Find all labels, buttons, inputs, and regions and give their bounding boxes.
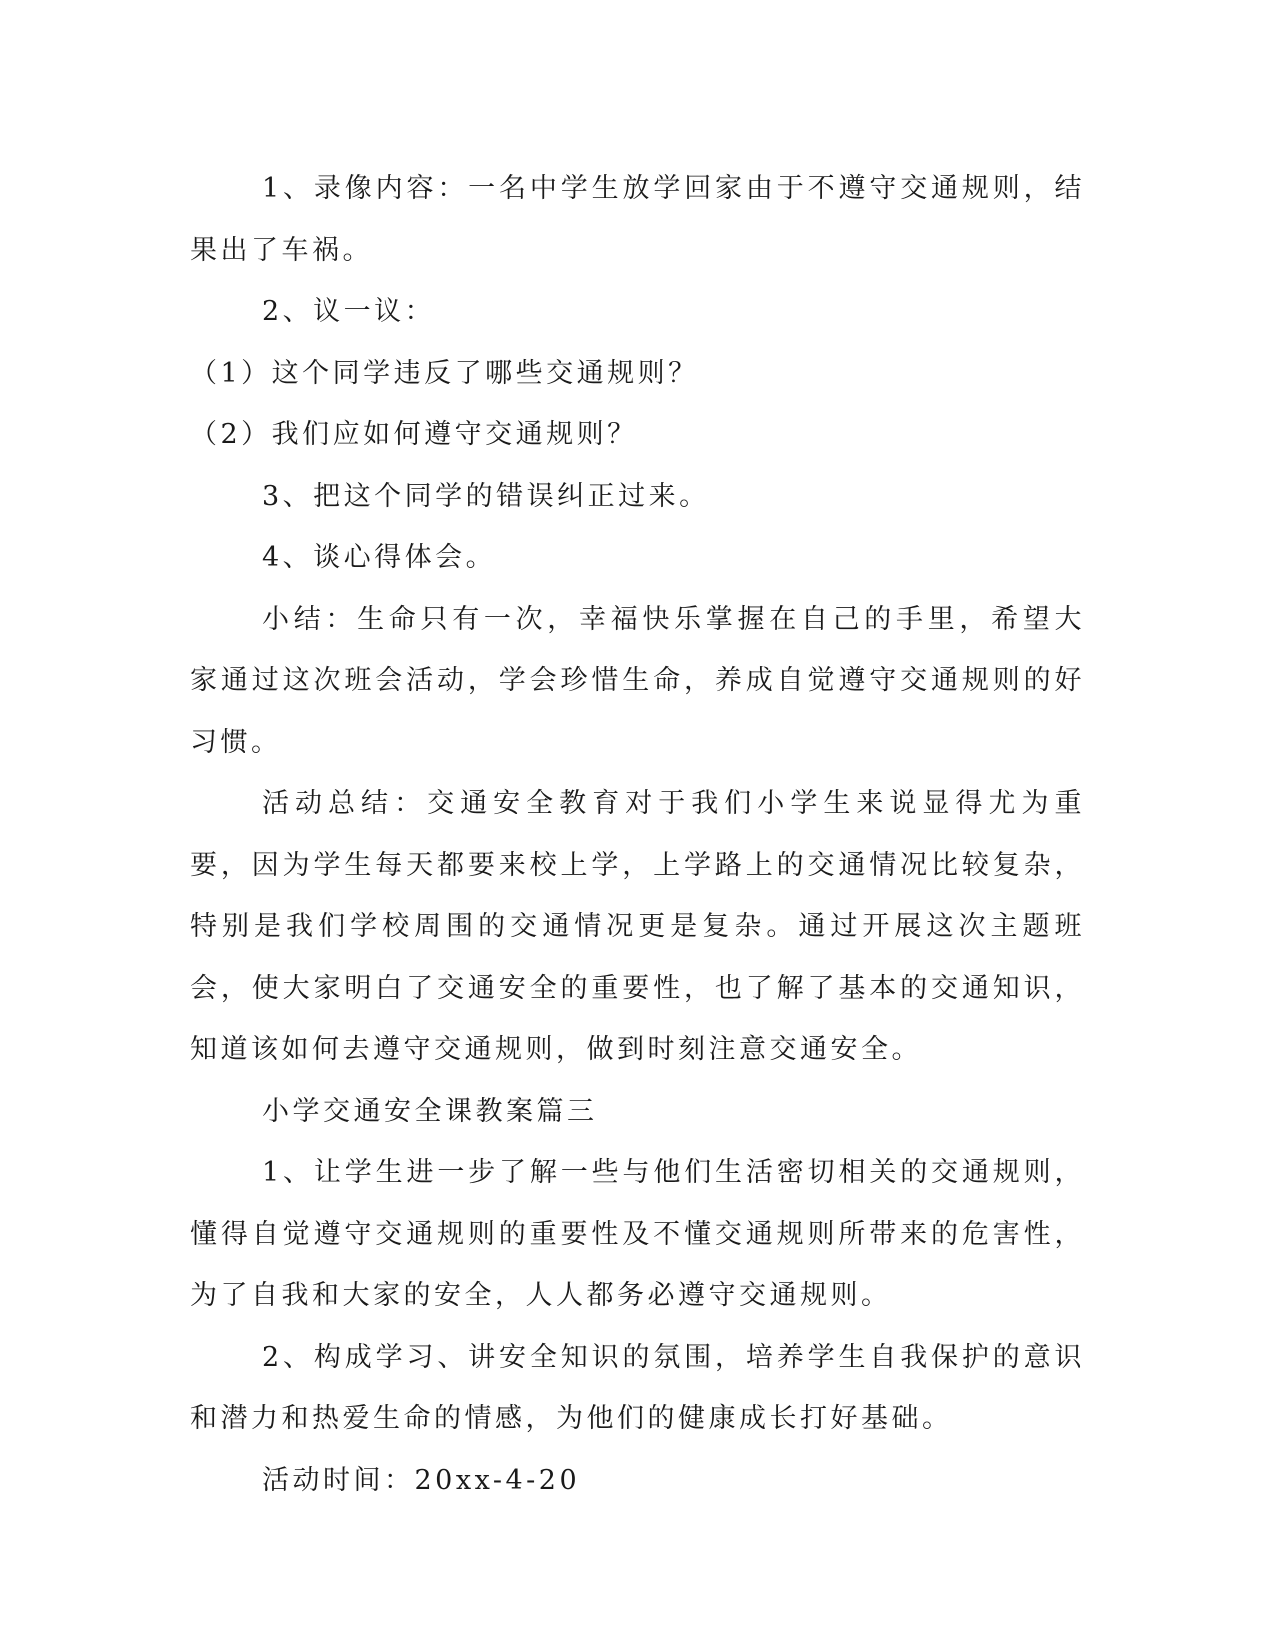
paragraph-question-1: （1）这个同学违反了哪些交通规则？ — [190, 357, 699, 389]
paragraph-goal-2: 2、构成学习、讲安全知识的氛围，培养学生自我保护的意识和潜力和热爱生命的情感，为他们的健康成长打好基础。 — [190, 1341, 1085, 1434]
document-body — [190, 158, 1085, 1511]
paragraph-question-2: （2）我们应如何遵守交通规则？ — [190, 419, 638, 450]
paragraph-summary: 小结：生命只有一次，幸福快乐掌握在自己的手里，希望大家通过这次班会活动，学会珍惜生命，养成自觉遵守交通规则的好习惯。 — [190, 603, 1085, 758]
paragraph-goal-1: 1、让学生进一步了解一些与他们生活密切相关的交通规则，懂得自觉遵守交通规则的重要性及不懂交通规则所带来的危害性，为了自我和大家的安全，人人都务必遵守交通规则。 — [190, 1157, 1085, 1311]
section-heading-lesson-three: 小学交通安全课教案篇三 — [262, 1095, 598, 1127]
paragraph-video-content: 1、录像内容：一名中学生放学回家由于不遵守交通规则，结果出了车祸。 — [190, 173, 1085, 266]
paragraph-activity-time: 活动时间：20xx-4-20 — [262, 1464, 581, 1496]
paragraph-discussion-heading: 2、议一议： — [262, 296, 436, 327]
paragraph-activity-summary: 活动总结：交通安全教育对于我们小学生来说显得尤为重要，因为学生每天都要来校上学，上学路上的交通情况比较复杂，特别是我们学校周围的交通情况更是复杂。通过开展这次主题班会，使大家明白了交通安全的重要性，也了解了基本的交通知识，知道该如何去遵守交通规则，做到时刻注意交通安全。 — [190, 788, 1085, 1065]
paragraph-correct-mistakes: 3、把这个同学的错误纠正过来。 — [262, 480, 710, 512]
paragraph-reflections: 4、谈心得体会。 — [262, 542, 497, 573]
